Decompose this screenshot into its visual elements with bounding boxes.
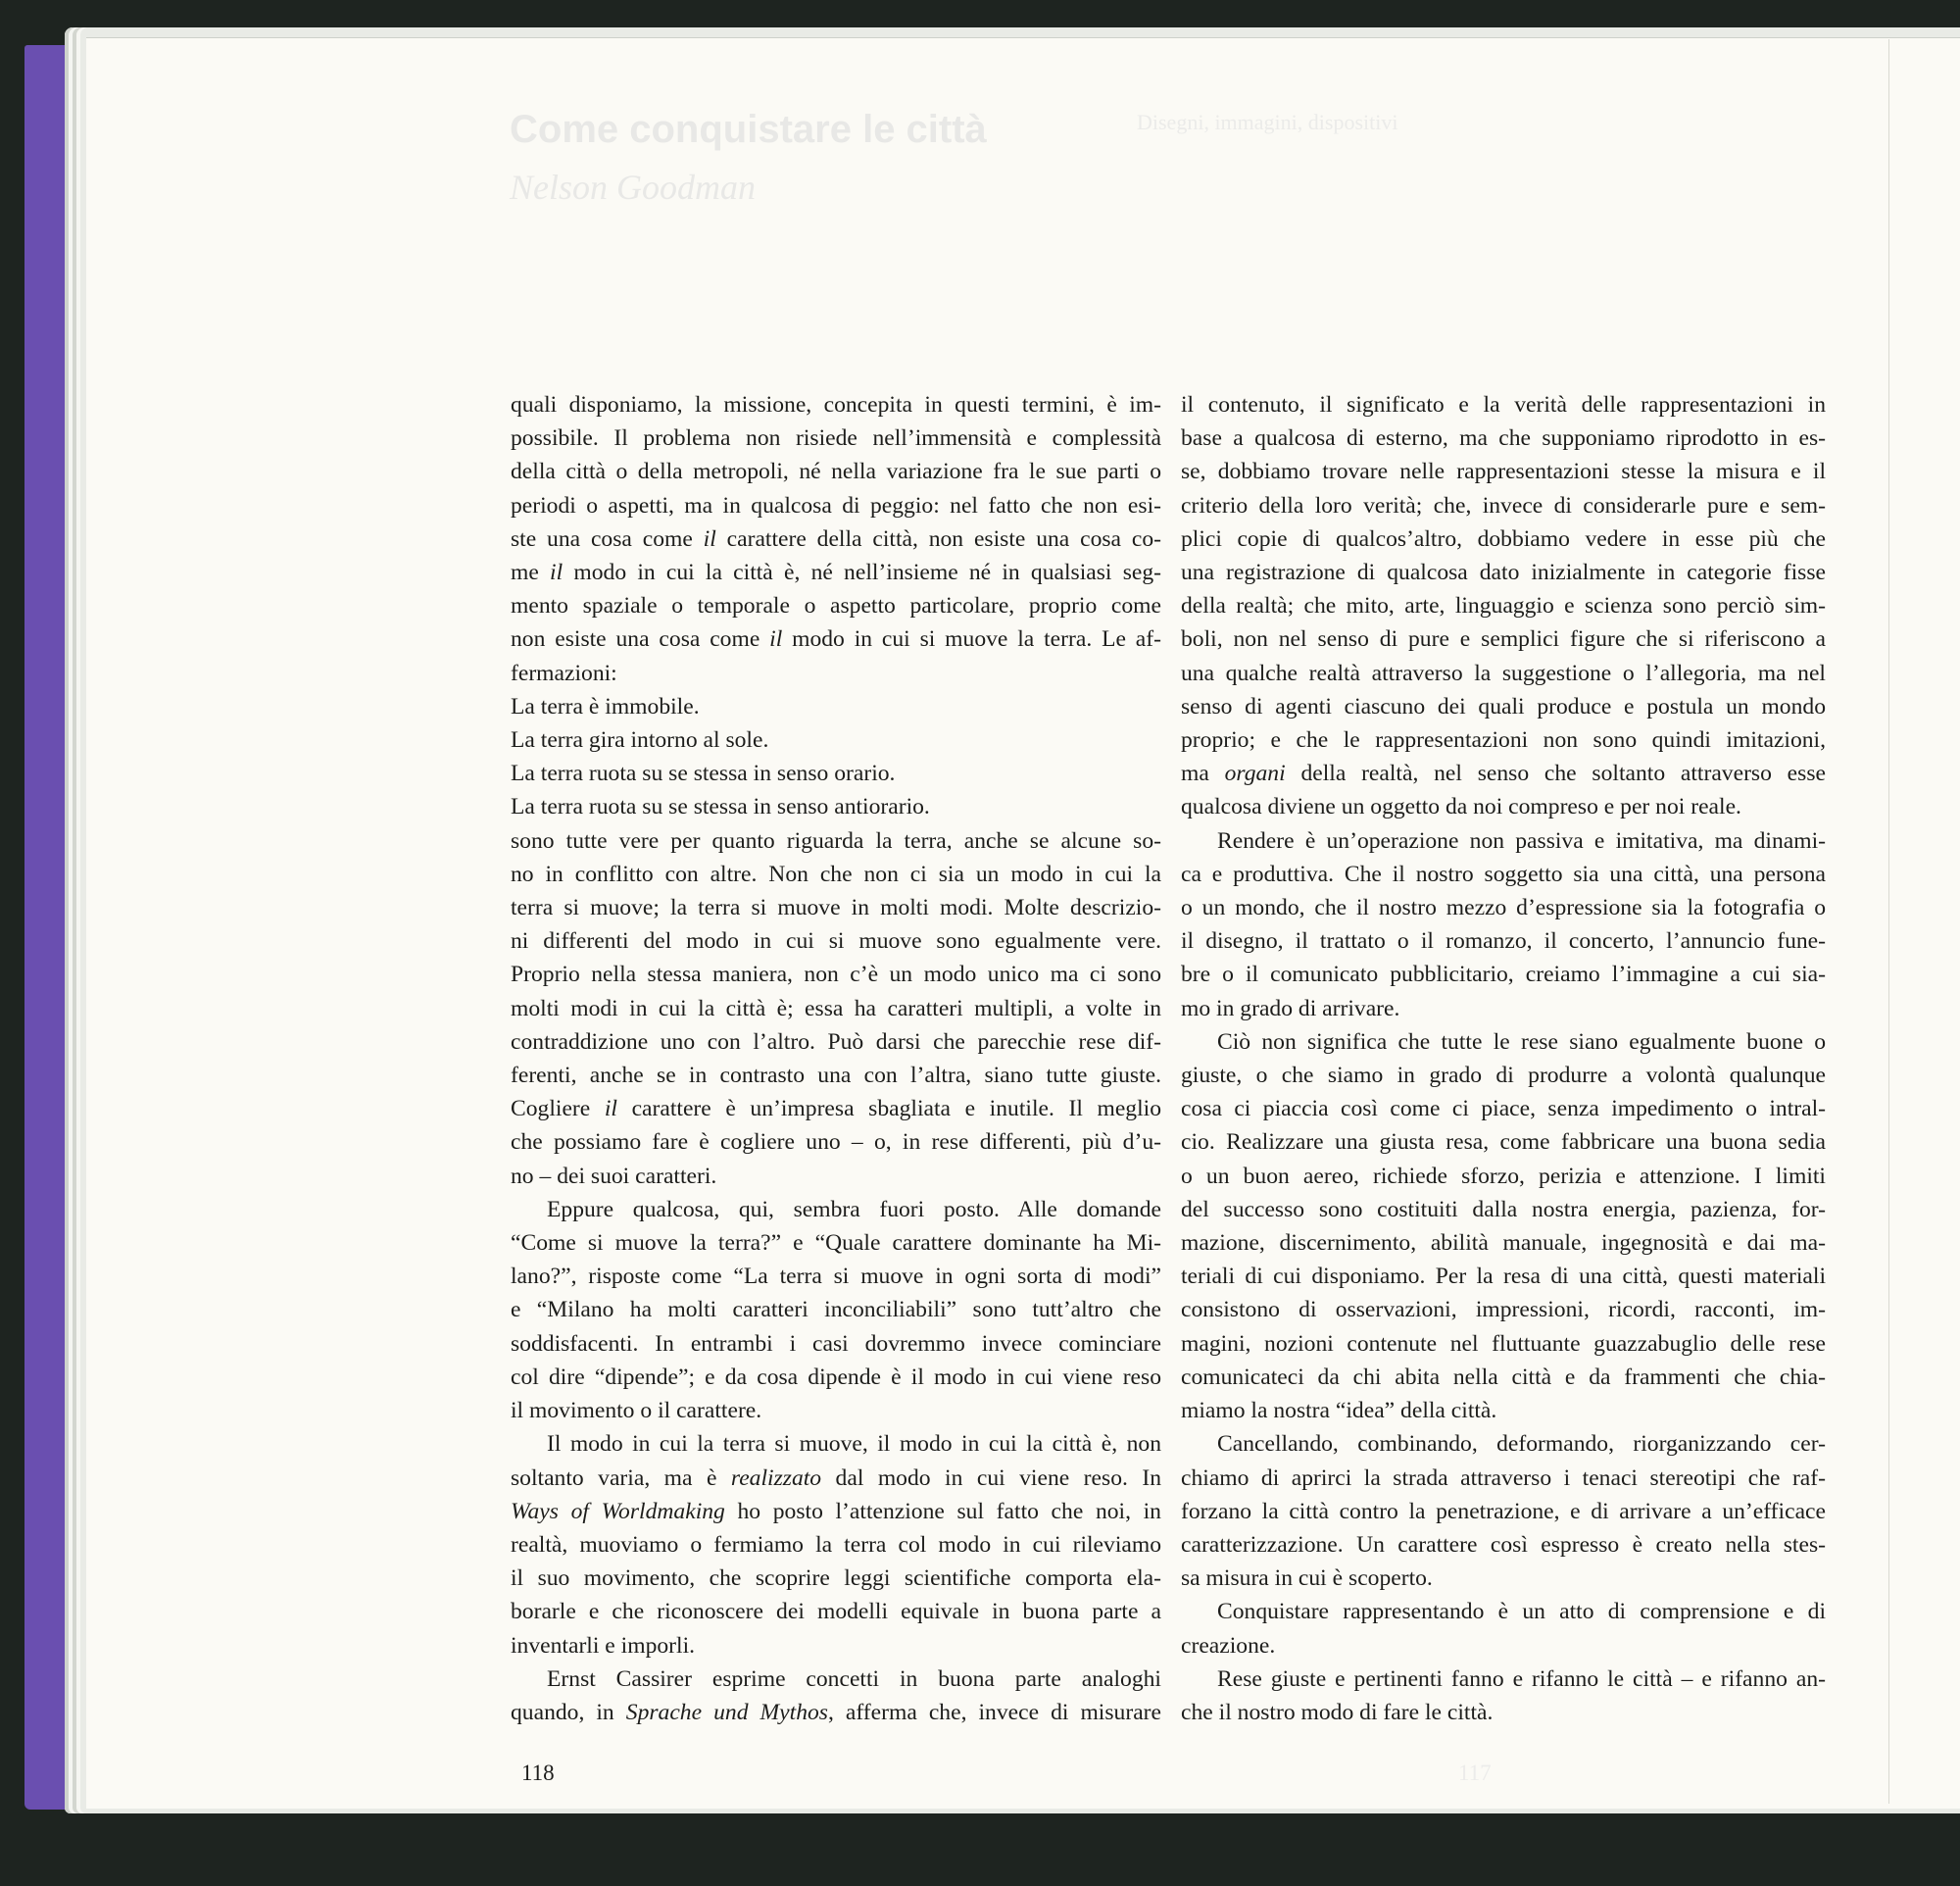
text-line: Cancellando, combinando, deformando, riorganizzando cer- bbox=[1217, 1431, 1826, 1458]
text-line: forzano la città contro la penetrazione, e di arrivare a un’efficace bbox=[1181, 1498, 1826, 1524]
italic-term: il bbox=[769, 626, 783, 653]
italic-term: organi bbox=[1224, 761, 1286, 787]
text-line: che il nostro modo di fare le città. bbox=[1181, 1699, 1494, 1725]
text-line: terra si muove; la terra si muove in molti modi. Molte descrizio- bbox=[511, 895, 1161, 921]
text-line: miamo la nostra “idea” della città. bbox=[1181, 1398, 1497, 1424]
text-line: La terra ruota su se stessa in senso antiorario. bbox=[511, 794, 930, 820]
text-line: Proprio nella stessa maniera, non c’è un modo unico ma ci sono bbox=[511, 962, 1161, 988]
text-line: creazione. bbox=[1181, 1632, 1276, 1659]
text-line: senso di agenti ciascuno dei quali produce e postula un mondo bbox=[1181, 693, 1826, 720]
italic-term: Sprache und Mythos bbox=[625, 1699, 828, 1725]
text-line: no – dei suoi caratteri. bbox=[511, 1163, 717, 1189]
text-line: borarle e che riconoscere dei modelli equivale in buona parte a bbox=[511, 1599, 1161, 1625]
text-line: inventarli e imporli. bbox=[511, 1632, 696, 1659]
text-line: mazione, discernimento, abilità manuale, ingegnosità e dai ma- bbox=[1181, 1230, 1826, 1257]
text-line: mo in grado di arrivare. bbox=[1181, 995, 1400, 1021]
text-line: ni differenti del modo in cui si muove sono egualmente vere. bbox=[511, 928, 1161, 955]
page-number: 118 bbox=[521, 1761, 555, 1785]
left-text-column bbox=[511, 388, 1161, 1729]
text-line: sono tutte vere per quanto riguarda la terra, anche se alcune so- bbox=[511, 827, 1161, 854]
text-line: possibile. Il problema non risiede nell’immensità e complessità bbox=[511, 425, 1161, 452]
text-line: La terra gira intorno al sole. bbox=[511, 727, 769, 754]
text-line: contraddizione uno con l’altro. Può darsi che parecchie rese dif- bbox=[511, 1028, 1161, 1055]
italic-term: realizzato bbox=[730, 1464, 822, 1491]
text-line: comunicateci da chi abita nella città e da frammenti che chia- bbox=[1181, 1364, 1826, 1390]
text-line: consistono di osservazioni, impressioni, ricordi, racconti, im- bbox=[1181, 1297, 1826, 1323]
text-line: sa misura in cui è scoperto. bbox=[1181, 1565, 1433, 1592]
text-line: bre o il comunicato pubblicitario, creiamo l’immagine a cui sia- bbox=[1181, 962, 1826, 988]
text-line: il disegno, il trattato o il romanzo, il concerto, l’annuncio fune- bbox=[1181, 928, 1826, 955]
show-through-author: Nelson Goodman bbox=[510, 168, 756, 207]
text-line: fermazioni: bbox=[511, 660, 617, 686]
text-line: una registrazione di qualcosa dato inizialmente in categorie fisse bbox=[1181, 560, 1826, 586]
text-line: ferenti, anche se in contrasto una con l’altra, siano tutte giuste. bbox=[511, 1063, 1161, 1089]
text-line: no in conflitto con altre. Non che non ci sia un modo in cui la bbox=[511, 861, 1161, 887]
text-line: ca e produttiva. Che il nostro soggetto sia una città, una persona bbox=[1181, 861, 1826, 887]
text-line: realtà, muoviamo o fermiamo la terra col modo in cui rileviamo bbox=[511, 1531, 1161, 1558]
text-line: teriali di cui disponiamo. Per la resa di una città, questi materiali bbox=[1181, 1264, 1826, 1290]
text-line: quando, in Sprache und Mythos, afferma che, invece di misurare bbox=[511, 1699, 1162, 1725]
text-line: o un buon aereo, richiede sforzo, perizia e attenzione. I limiti bbox=[1181, 1163, 1826, 1189]
text-line: del successo sono costituiti dalla nostra energia, pazienza, for- bbox=[1181, 1196, 1826, 1222]
show-through-page-number: 117 bbox=[1458, 1761, 1492, 1785]
text-line: soltanto varia, ma è realizzato dal modo in cui viene reso. In bbox=[511, 1464, 1161, 1491]
show-through-running-head: Disegni, immagini, dispositivi bbox=[1137, 110, 1398, 134]
text-line: chiamo di aprirci la strada attraverso i tenaci stereotipi che raf- bbox=[1181, 1464, 1826, 1491]
italic-term: il bbox=[604, 1096, 617, 1122]
text-line: ste una cosa come il carattere della città, non esiste una cosa co- bbox=[511, 525, 1162, 552]
text-line: non esiste una cosa come il modo in cui si muove la terra. Le af- bbox=[511, 626, 1161, 653]
show-through-title: Come conquistare le città bbox=[510, 108, 987, 151]
text-line: della città o della metropoli, né nella variazione fra le sue parti o bbox=[511, 459, 1161, 485]
text-line: cio. Realizzare una giusta resa, come fabbricare una buona sedia bbox=[1181, 1129, 1826, 1156]
text-line: Rese giuste e pertinenti fanno e rifanno le città – e rifanno an- bbox=[1217, 1665, 1826, 1692]
page-fold-line bbox=[1888, 39, 1889, 1804]
text-line: il contenuto, il significato e la verità delle rappresentazioni in bbox=[1181, 392, 1826, 418]
text-line: cosa ci piaccia così come ci piace, senza impedimento o intral- bbox=[1181, 1096, 1826, 1122]
text-line: Il modo in cui la terra si muove, il modo in cui la città è, non bbox=[547, 1431, 1161, 1458]
text-line: base a qualcosa di esterno, ma che supponiamo riprodotto in es- bbox=[1181, 425, 1826, 452]
text-line: molti modi in cui la città è; essa ha caratteri multipli, a volte in bbox=[511, 995, 1161, 1021]
text-line: che possiamo fare è cogliere uno – o, in rese differenti, più d’u- bbox=[511, 1129, 1161, 1156]
text-line: mento spaziale o temporale o aspetto particolare, proprio come bbox=[511, 593, 1161, 620]
text-line: il movimento o il carattere. bbox=[511, 1398, 762, 1424]
text-line: Conquistare rappresentando è un atto di comprensione e di bbox=[1217, 1599, 1826, 1625]
text-line: La terra ruota su se stessa in senso orario. bbox=[511, 761, 896, 787]
text-line: Ways of Worldmaking ho posto l’attenzione sul fatto che noi, in bbox=[511, 1498, 1161, 1524]
italic-term: Ways of Worldmaking bbox=[511, 1498, 725, 1524]
text-line: e “Milano ha molti caratteri inconciliabili” sono tutt’altro che bbox=[511, 1297, 1161, 1323]
text-line: della realtà; che mito, arte, linguaggio e scienza sono perciò sim- bbox=[1181, 593, 1826, 620]
right-text-column bbox=[1181, 388, 1826, 1729]
text-line: criterio della loro verità; che, invece di considerarle pure e sem- bbox=[1181, 492, 1826, 519]
text-line: o un mondo, che il nostro mezzo d’espressione sia la fotografia o bbox=[1181, 895, 1826, 921]
italic-term: il bbox=[703, 525, 716, 552]
text-line: Eppure qualcosa, qui, sembra fuori posto. Alle domande bbox=[547, 1196, 1161, 1222]
text-line: caratterizzazione. Un carattere così espresso è creato nella stes- bbox=[1181, 1531, 1826, 1558]
text-line: La terra è immobile. bbox=[511, 693, 700, 720]
text-line: quali disponiamo, la missione, concepita in questi termini, è im- bbox=[511, 392, 1161, 418]
text-line: boli, non nel senso di pure e semplici figure che si riferiscono a bbox=[1181, 626, 1826, 653]
text-line: ma organi della realtà, nel senso che soltanto attraverso esse bbox=[1181, 761, 1826, 787]
text-line: Rendere è un’operazione non passiva e imitativa, ma dinami- bbox=[1217, 827, 1826, 854]
text-line: giuste, o che siamo in grado di produrre a volontà qualunque bbox=[1181, 1063, 1826, 1089]
text-line: plici copie di qualcos’altro, dobbiamo vedere in esse più che bbox=[1181, 525, 1826, 552]
text-line: Ciò non significa che tutte le rese siano egualmente buone o bbox=[1217, 1028, 1826, 1055]
text-line: periodi o aspetti, ma in qualcosa di peggio: nel fatto che non esi- bbox=[511, 492, 1161, 519]
text-line: “Come si muove la terra?” e “Quale carattere dominante ha Mi- bbox=[511, 1230, 1161, 1257]
text-line: Cogliere il carattere è un’impresa sbagliata e inutile. Il meglio bbox=[511, 1096, 1162, 1122]
text-line: una qualche realtà attraverso la suggestione o l’allegoria, ma nel bbox=[1181, 660, 1826, 686]
text-line: se, dobbiamo trovare nelle rappresentazioni stesse la misura e il bbox=[1181, 459, 1826, 485]
text-line: proprio; e che le rappresentazioni non sono quindi imitazioni, bbox=[1181, 727, 1826, 754]
italic-term: il bbox=[550, 560, 564, 586]
text-line: col dire “dipende”; e da cosa dipende è il modo in cui viene reso bbox=[511, 1364, 1161, 1390]
text-line: Ernst Cassirer esprime concetti in buona parte analoghi bbox=[547, 1665, 1161, 1692]
text-line: soddisfacenti. In entrambi i casi dovremmo invece cominciare bbox=[511, 1330, 1161, 1357]
text-line: il suo movimento, che scoprire leggi scientifiche comporta ela- bbox=[511, 1565, 1161, 1592]
text-line: lano?”, risposte come “La terra si muove in ogni sorta di modi” bbox=[511, 1264, 1161, 1290]
text-line: me il modo in cui la città è, né nell’insieme né in qualsiasi seg- bbox=[511, 560, 1161, 586]
text-line: magini, nozioni contenute nel fluttuante guazzabuglio delle rese bbox=[1181, 1330, 1826, 1357]
text-line: qualcosa diviene un oggetto da noi compreso e per noi reale. bbox=[1181, 794, 1741, 820]
